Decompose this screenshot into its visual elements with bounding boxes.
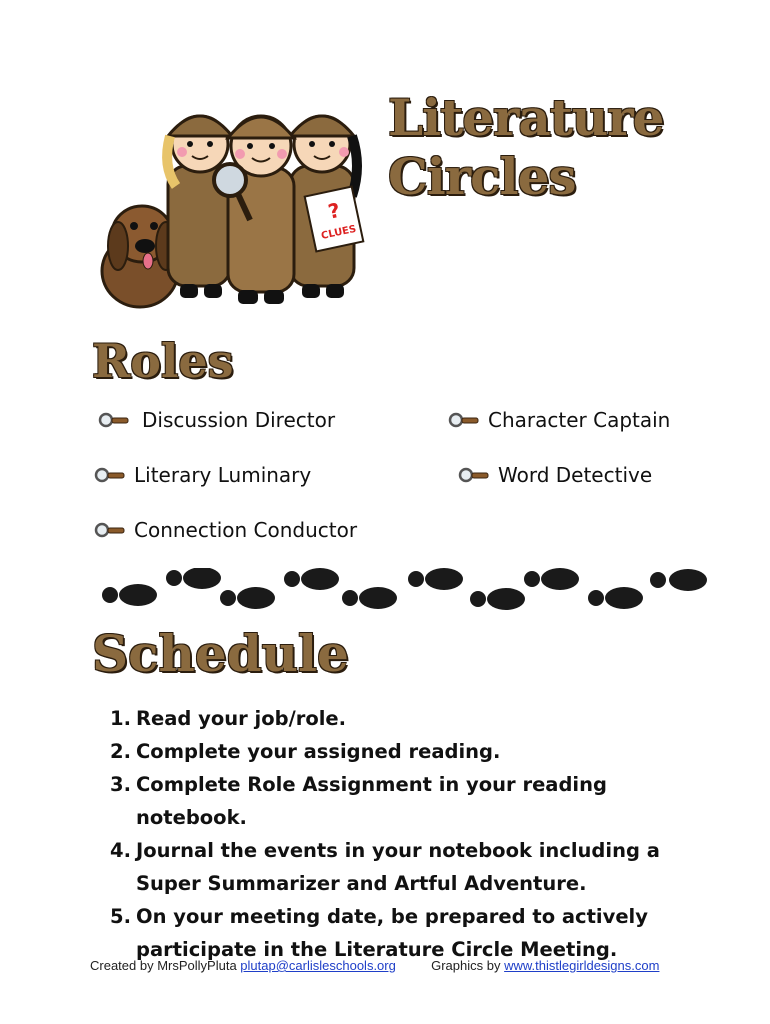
magnifying-glass-icon [94, 521, 126, 539]
footer [90, 958, 659, 973]
role-character-captain [448, 408, 670, 432]
clues-notepad-icon [305, 187, 364, 252]
footprint-icon [284, 568, 339, 590]
schedule-step [110, 900, 700, 966]
role-label: Discussion Director [142, 408, 336, 432]
role-connection-conductor [94, 518, 357, 542]
email-link[interactable]: plutap@carlisleschools.org [240, 958, 396, 973]
step-number: 3. [110, 773, 131, 796]
step-number: 4. [110, 839, 131, 862]
step-number: 2. [110, 740, 131, 763]
step-text: On your meeting date, be prepared to actively participate in the Literature Circle Meeting. [136, 905, 648, 961]
footprint-icon [102, 584, 157, 606]
magnifying-glass-icon [448, 411, 480, 429]
step-text: Journal the events in your notebook including a Super Summarizer and Artful Adventure. [136, 839, 660, 895]
detective-girl-left [167, 116, 232, 298]
role-label: Connection Conductor [134, 518, 358, 542]
schedule-list [110, 702, 700, 966]
role-word-detective [458, 463, 652, 487]
role-label: Character Captain [488, 408, 671, 432]
role-label: Literary Luminary [134, 463, 312, 487]
step-text: Complete Role Assignment in your reading notebook. [136, 773, 607, 829]
website-link[interactable]: www.thistlegirldesigns.com [504, 958, 660, 973]
footprint-icon [470, 588, 525, 610]
graphics-by-text: Graphics by [431, 958, 501, 973]
detectives-illustration [90, 96, 375, 318]
footprint-icon [342, 587, 397, 609]
role-discussion-director [98, 408, 335, 432]
schedule-step [110, 735, 700, 768]
magnifying-glass-icon [94, 466, 126, 484]
step-number: 5. [110, 905, 131, 928]
page-title: Literature Circles [388, 88, 664, 206]
roles-heading: Roles [92, 334, 234, 388]
footprint-icon [220, 587, 275, 609]
magnifying-glass-icon [98, 411, 130, 429]
detective-girl-right [290, 116, 363, 298]
created-by-text: Created by MrsPollyPluta [90, 958, 237, 973]
magnifying-glass-icon [458, 466, 490, 484]
schedule-step [110, 834, 700, 900]
schedule-heading: Schedule [92, 624, 349, 683]
footprint-icon [408, 568, 463, 590]
step-number: 1. [110, 707, 131, 730]
step-text: Complete your assigned reading. [136, 740, 501, 763]
svg-text:?: ? [325, 197, 343, 224]
step-text: Read your job/role. [136, 707, 347, 730]
footprint-icon [524, 568, 579, 590]
schedule-step [110, 702, 700, 735]
footprints-divider [98, 568, 718, 612]
schedule-step [110, 768, 700, 834]
footprint-icon [166, 568, 221, 589]
svg-text:CLUES: CLUES [320, 223, 358, 242]
footprint-icon [650, 569, 707, 591]
role-literary-luminary [94, 463, 311, 487]
role-label: Word Detective [498, 463, 653, 487]
footprint-icon [588, 587, 643, 609]
